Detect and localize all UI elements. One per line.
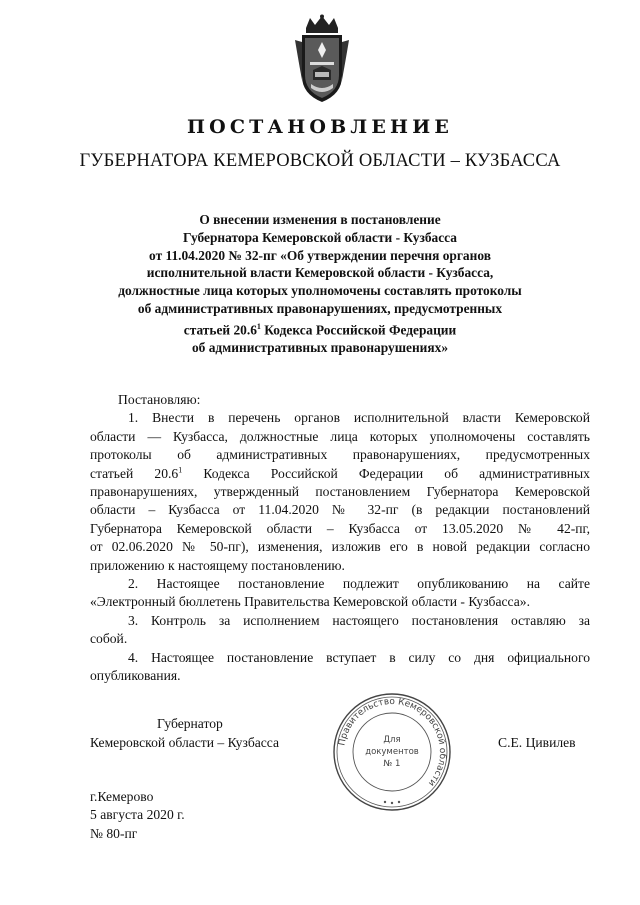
- document-title: ПОСТАНОВЛЕНИЕ: [186, 116, 454, 138]
- body-line: [90, 465, 590, 483]
- body-line: Губернатора Кемеровской области – Кузбасса от 13.05.2020 № 42-пг,: [90, 520, 590, 536]
- signature-title: Губернатор: [157, 716, 223, 731]
- body-line: протоколы об административных правонарушениях, предусмотренных: [90, 447, 590, 463]
- heading-line: исполнительной власти Кемеровской области - Кузбасса,: [146, 265, 494, 281]
- superscript: 1: [178, 465, 183, 475]
- stamp-line-3: № 1: [383, 759, 401, 769]
- body-line: правонарушениях, утвержденный постановлением Губернатора Кемеровской: [90, 484, 590, 500]
- heading-line: об административных правонарушениях, предусмотренных: [137, 300, 503, 316]
- heading-line: должностные лица которых уполномочены составлять протоколы: [118, 283, 522, 299]
- heading-line: Губернатора Кемеровской области - Кузбасса: [183, 229, 457, 245]
- body-line: опубликования.: [90, 668, 181, 684]
- body-line: «Электронный бюллетень Правительства Кемеровской области - Кузбасса».: [90, 594, 530, 610]
- body-line: 1. Внести в перечень органов исполнительной власти Кемеровской: [128, 410, 590, 426]
- preamble: Постановляю:: [118, 392, 201, 407]
- body-line: приложению к настоящему постановлению.: [90, 557, 345, 573]
- heading-text: статьей 20.6: [183, 322, 257, 338]
- coat-of-arms-emblem: [293, 14, 351, 106]
- body-line: 4. Настоящее постановление вступает в силу со дня официального: [128, 649, 590, 665]
- stamp-ring-text: Правительство Кемеровской области: [337, 696, 448, 788]
- heading-line: О внесении изменения в постановление: [199, 212, 441, 227]
- footer-number: № 80-пг: [90, 825, 138, 841]
- footer-city: г.Кемерово: [90, 789, 154, 804]
- body-text: Кодекса Российской Федерации об административных: [182, 465, 590, 481]
- footer-date: 5 августа 2020 г.: [90, 807, 185, 823]
- heading-text: Кодекса Российской Федерации: [260, 322, 457, 338]
- document-heading: [60, 211, 580, 357]
- heading-line: об административных правонарушениях»: [191, 340, 449, 356]
- body-line: собой.: [90, 631, 128, 647]
- stamp-line-2: документов: [365, 747, 419, 757]
- body-line: области — Кузбасса, должностные лица которых уполномочены составлять: [90, 428, 590, 444]
- document-subtitle: ГУБЕРНАТОРА КЕМЕРОВСКОЙ ОБЛАСТИ – КУЗБАССА: [79, 151, 561, 171]
- official-stamp: [331, 691, 453, 813]
- document-body: [90, 391, 590, 686]
- body-line: от 02.06.2020 № 50-пг), изменения, изложив его в новой редакции согласно: [90, 539, 590, 555]
- signature-region: Кемеровской области – Кузбасса: [90, 735, 280, 750]
- heading-line: [60, 318, 580, 339]
- body-line: 3. Контроль за исполнением настоящего постановления оставляю за: [128, 612, 590, 628]
- document-footer: [90, 788, 185, 843]
- signature-name: С.Е. Цивилев: [498, 735, 576, 750]
- body-text: статьей 20.6: [90, 465, 179, 481]
- heading-line: от 11.04.2020 № 32-пг «Об утверждении перечня органов: [149, 247, 491, 263]
- stamp-line-1: Для: [383, 735, 401, 745]
- body-line: 2. Настоящее постановление подлежит опубликованию на сайте: [128, 576, 590, 592]
- superscript: 1: [256, 321, 261, 331]
- body-line: области – Кузбасса от 11.04.2020 № 32-пг (в редакции постановлений: [90, 502, 590, 518]
